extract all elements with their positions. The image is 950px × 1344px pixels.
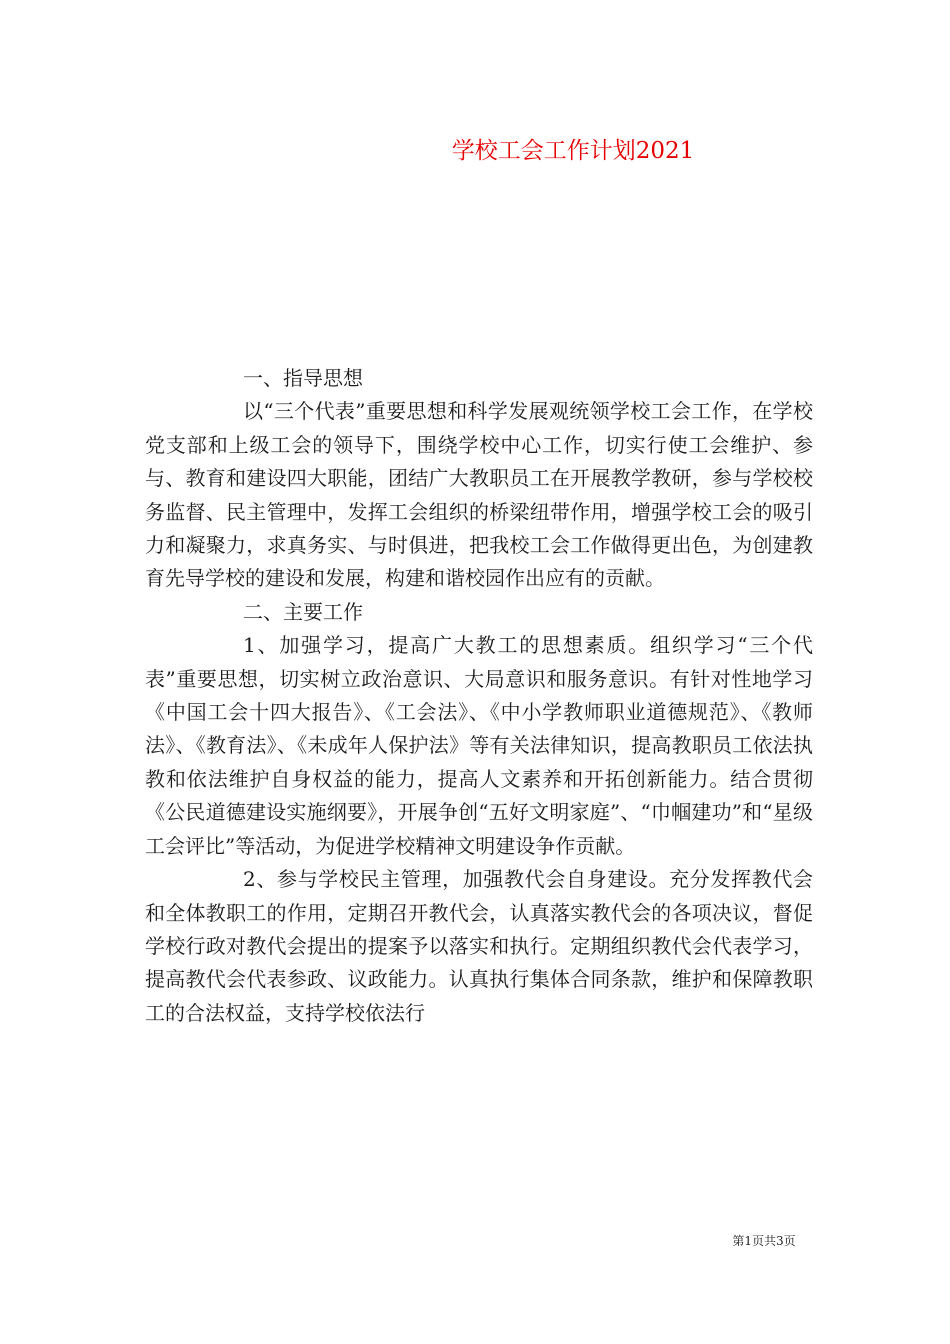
page-title-text: 学校工会工作计划2021 [451,138,695,164]
paragraph-guiding-ideology: 以“三个代表”重要思想和科学发展观统领学校工会工作，在学校党支部和上级工会的领导下，围绕学校中心工作，切实行使工会维护、参与、教育和建设四大职能，团结广大教职员工在开展教学教研，参与学校校务监督、民主管理中，发挥工会组织的桥梁纽带作用，增强学校工会的吸引力和凝聚力，求真务实、与时俱进，把我校工会工作做得更出色，为创建教育先导学校的建设和发展，构建和谐校园作出应有的贡献。 [145,399,813,591]
paragraph-main-work-1: 1、加强学习，提高广大教工的思想素质。组织学习“三个代表”重要思想，切实树立政治意识、大局意识和服务意识。有针对性地学习《中国工会十四大报告》、《工会法》、《中小学教师职业道德规范》、《教师法》、《教育法》、《未成年人保护法》等有关法律知识，提高教职员工依法执教和依法维护自身权益的能力，提高人文素养和开拓创新能力。结合贯彻《公民道德建设实施纲要》，开展争创“五好文明家庭”、“巾帼建功”和“星级工会评比”等活动，为促进学校精神文明建设争作贡献。 [145,633,813,858]
document-body [145,362,813,1030]
page-footer [0,1232,950,1249]
section-heading-main-work: 二、主要工作 [243,599,363,624]
page-title [0,134,950,168]
section-heading-guiding-ideology: 一、指导思想 [243,366,363,390]
page-number: 第1页共3页 [732,1234,796,1248]
paragraph-main-work-2: 2、参与学校民主管理，加强教代会自身建设。充分发挥教代会和全体教职工的作用，定期召开教代会，认真落实教代会的各项决议，督促学校行政对教代会提出的提案予以落实和执行。定期组织教代会代表学习，提高教代会代表参政、议政能力。认真执行集体合同条款，维护和保障教职工的合法权益，支持学校依法行 [145,867,813,1025]
